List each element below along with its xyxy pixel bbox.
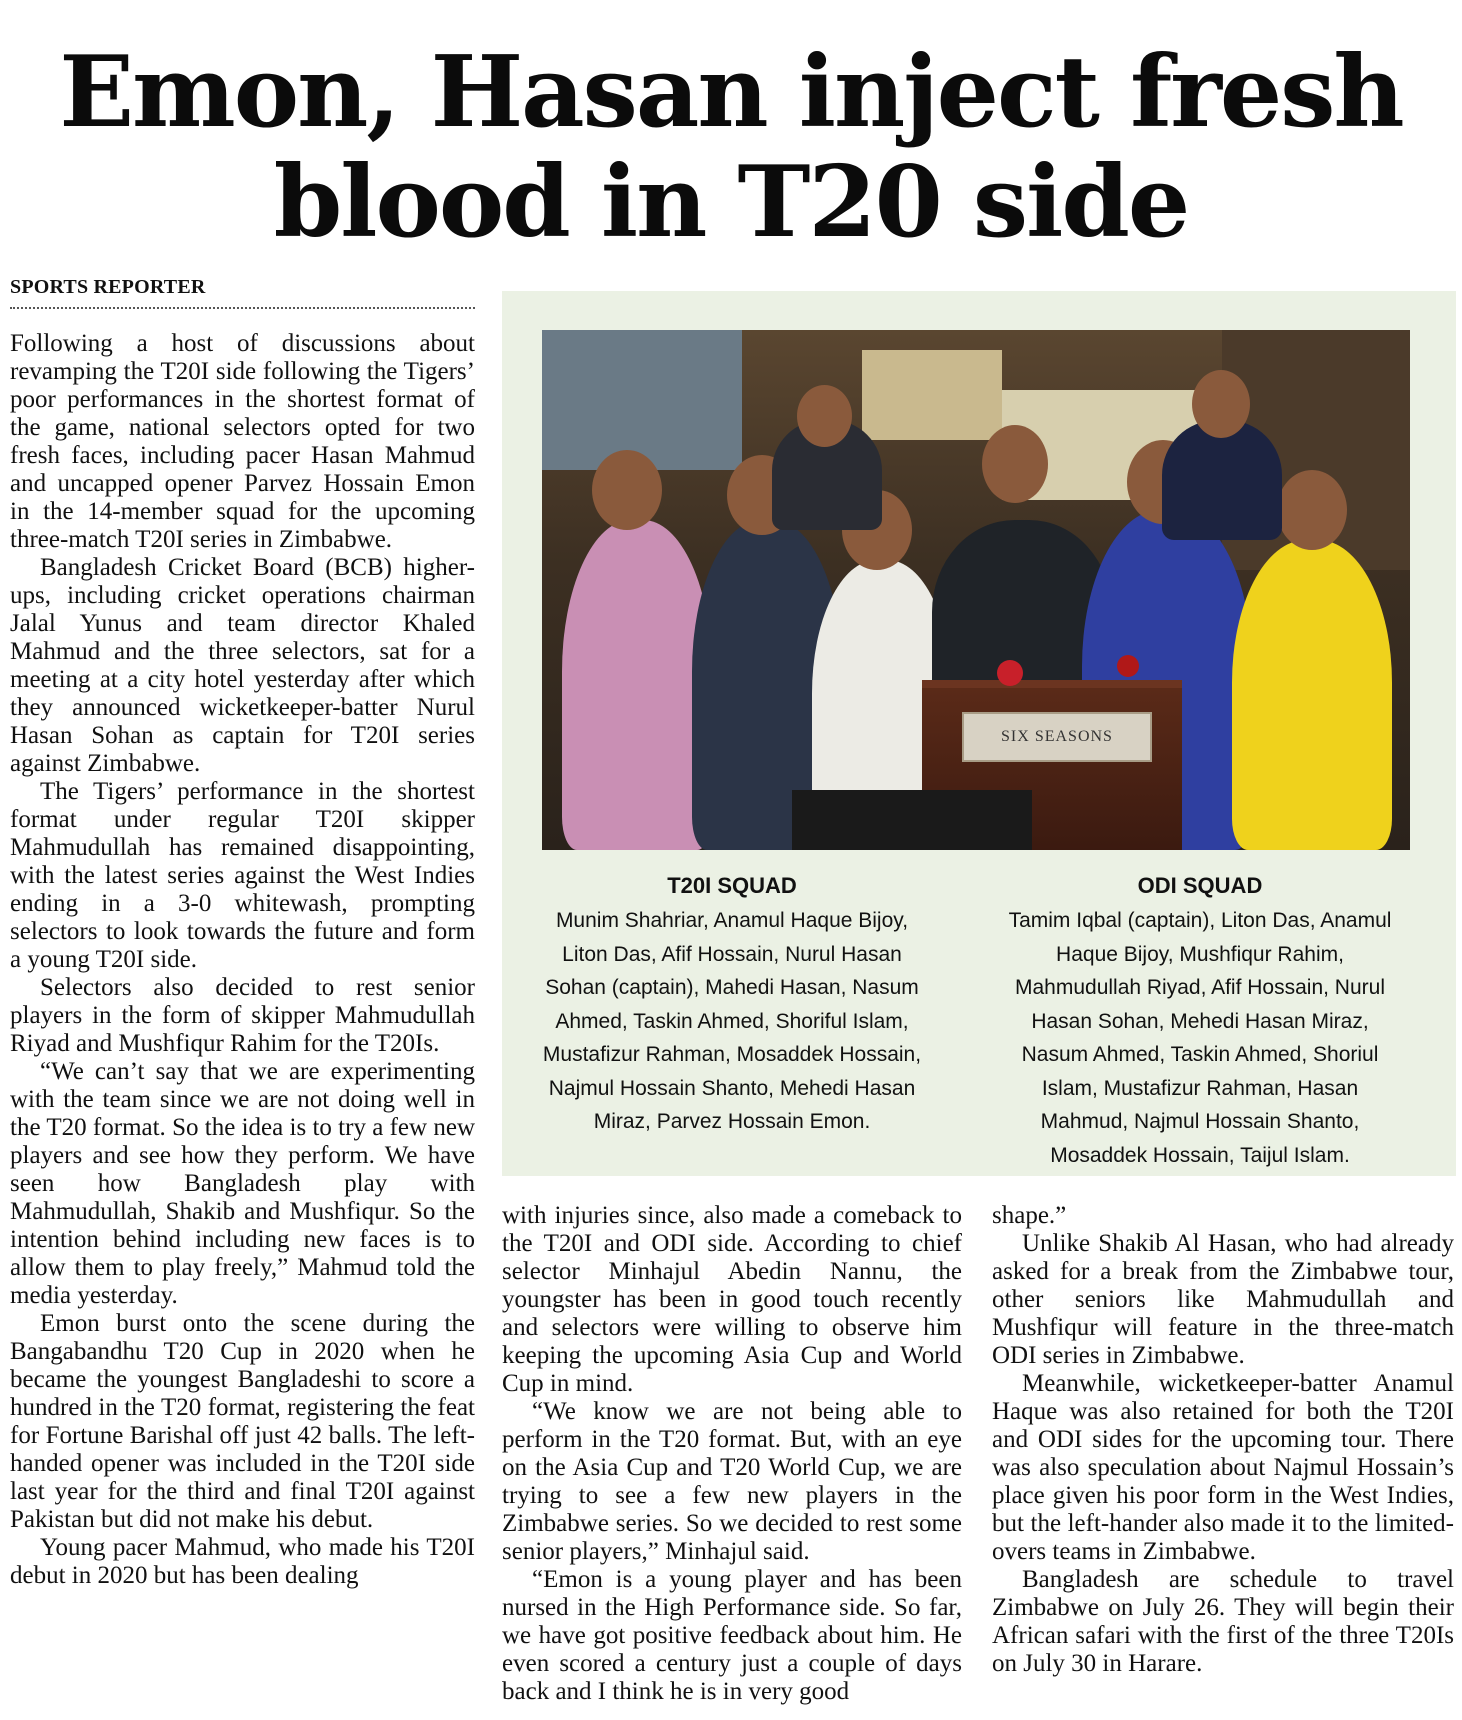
press-conference-photo: [542, 330, 1410, 850]
odi-squad-list: Tamim Iqbal (captain), Liton Das, Anamul Haque Bijoy, Mushfiqur Rahim, Mahmudullah Riyad, Afif Hossain, Nurul Hasan Sohan, Mehedi Hasan Miraz, Nasum Ahmed, Taskin Ahmed, Shoriul Islam, Mustafizur Rahman, Hasan Mahmud, Najmul Hossain Shanto, Mosaddek Hossain, Taijul Islam.: [1008, 909, 1392, 1167]
background-banner: [862, 350, 1002, 440]
paragraph: “We can’t say that we are experimenting with the team since we are not doing well in the T20 format. So the idea is to try a few new players and see how they perform. We have seen how Bangladesh play with Mahmudullah, Shakib and Mushfiqur. So the intention behind including new faces is to allow them to play freely,” Mahmud told the media yesterday.: [10, 1058, 475, 1309]
microphone-icon: [997, 660, 1023, 686]
paragraph: Selectors also decided to rest senior players in the form of skipper Mahmudullah Riyad and Mushfiqur Rahim for the T20Is.: [10, 974, 475, 1057]
article-column-1: [10, 330, 475, 1715]
person-head: [1277, 470, 1347, 550]
person: [1232, 540, 1392, 850]
microphone-icon: [1117, 655, 1139, 677]
paragraph: Meanwhile, wicketkeeper-batter Anamul Haque was also retained for both the T20I and ODI sides for the upcoming tour. There was also speculation about Najmul Hossain’s place given his poor form in the West Indies, but the left-hander also made it to the limited-overs teams in Zimbabwe.: [992, 1370, 1454, 1565]
paragraph: The Tigers’ performance in the shortest format under regular T20I skipper Mahmudullah has remained disappointing, with the latest series against the West Indies ending in a 3-0 whitewash, prompting selectors to look towards the future and form a young T20I side.: [10, 778, 475, 973]
person-head: [797, 385, 852, 447]
person: [1162, 420, 1282, 540]
paragraph: shape.”: [992, 1202, 1067, 1229]
t20-squad-title: T20I SQUAD: [667, 873, 797, 898]
paragraph: “We know we are not being able to perform in the T20 format. But, with an eye on the Asia Cup and T20 World Cup, we are trying to see a few new players in the Zimbabwe series. So we decided to rest some senior players,” Minhajul said.: [502, 1398, 962, 1565]
person-head: [592, 450, 662, 530]
paragraph: Unlike Shakib Al Hasan, who had already asked for a break from the Zimbabwe tour, other seniors like Mahmudullah and Mushfiqur will feature in the three-match ODI series in Zimbabwe.: [992, 1230, 1454, 1369]
headline-line-2: blood in T20 side: [273, 145, 1189, 260]
paragraph: Following a host of discussions about revamping the T20I side following the Tigers’ poor performances in the shortest format of the game, national selectors opted for two fresh faces, including pacer Hasan Mahmud and uncapped opener Parvez Hossain Emon in the 14-member squad for the upcoming three-match T20I series in Zimbabwe.: [10, 330, 475, 553]
paragraph: Young pacer Mahmud, who made his T20I debut in 2020 but has been dealing: [10, 1534, 475, 1589]
byline: SPORTS REPORTER: [10, 276, 475, 309]
person: [562, 520, 712, 850]
odi-squad-title: ODI SQUAD: [1137, 873, 1263, 898]
paragraph: Bangladesh Cricket Board (BCB) higher-ups, including cricket operations chairman Jalal Yunus and team director Khaled Mahmud and the three selectors, sat for a meeting at a city hotel yesterday after which they announced wicketkeeper-batter Nurul Hasan Sohan as captain for T20I series against Zimbabwe.: [10, 554, 475, 777]
t20-squad-list: Munim Shahriar, Anamul Haque Bijoy, Liton Das, Afif Hossain, Nurul Hasan Sohan (captain), Mahedi Hasan, Nasum Ahmed, Taskin Ahmed, Shoriful Islam, Mustafizur Rahman, Mosaddek Hossain, Najmul Hossain Shanto, Mehedi Hasan Miraz, Parvez Hossain Emon.: [542, 909, 922, 1133]
paragraph: Bangladesh are schedule to travel Zimbabwe on July 26. They will begin their African safari with the first of the three T20Is on July 30 in Harare.: [992, 1566, 1454, 1677]
paragraph: Emon burst onto the scene during the Bangabandhu T20 Cup in 2020 when he became the youngest Bangladeshi to score a hundred in the T20 format, registering the feat for Fortune Barishal off just 42 balls. The left-handed opener was included in the T20I side last year for the third and final T20I against Pakistan but did not make his debut.: [10, 1310, 475, 1533]
podium-sign: SIX SEASONS: [962, 712, 1152, 762]
article-column-2: [502, 1202, 962, 1712]
paragraph: with injuries since, also made a comeback to the T20I and ODI side. According to chief selector Minhajul Abedin Nannu, the youngster has been in good touch recently and selectors were willing to observe him keeping the upcoming Asia Cup and World Cup in mind.: [502, 1202, 962, 1397]
paragraph: “Emon is a young player and has been nursed in the High Performance side. So far, we have got positive feedback about him. He even scored a century just a couple of days back and I think he is in very good: [502, 1566, 962, 1705]
camera-foreground: [792, 790, 1032, 850]
person-head: [1192, 370, 1250, 438]
background-banner: [542, 330, 742, 470]
article-column-3: [992, 1202, 1454, 1712]
headline: [0, 35, 1462, 260]
headline-line-1: Emon, Hasan inject fresh: [59, 35, 1403, 150]
person-head: [982, 425, 1048, 503]
